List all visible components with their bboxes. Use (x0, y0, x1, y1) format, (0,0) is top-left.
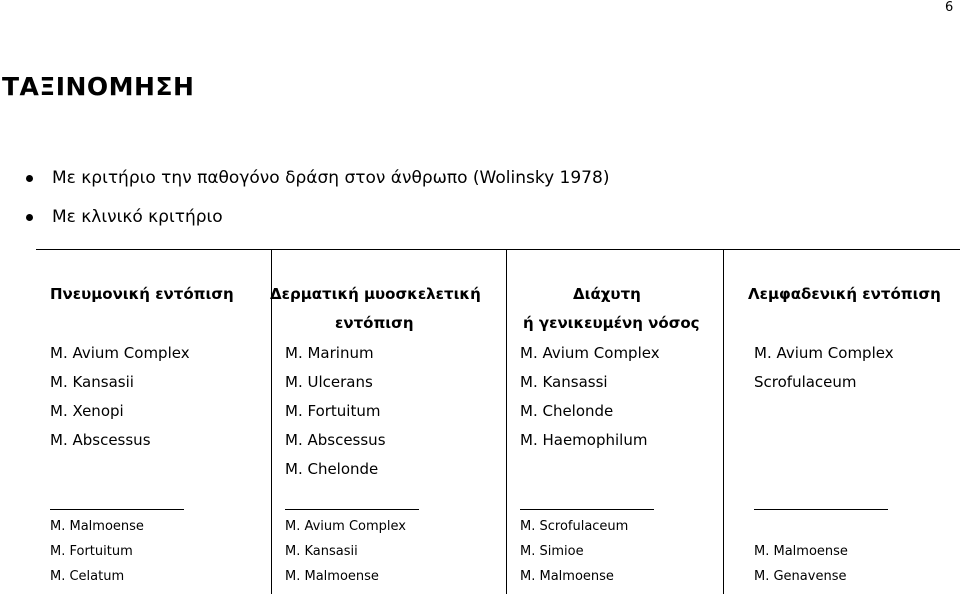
table-cell: M. Kansasii (50, 373, 134, 391)
table-cell: Scrofulaceum (754, 373, 857, 391)
section-separator (50, 509, 184, 510)
list-item-text: Με κριτήριο την παθογόνο δράση στον άνθρωπο (Wolinsky 1978) (52, 168, 610, 188)
section-separator (754, 509, 888, 510)
table-cell: M. Abscessus (285, 431, 386, 449)
table-cell: M. Malmoense (285, 569, 379, 584)
column-header-line2: ή γενικευμένη νόσος (523, 314, 700, 332)
bullet-icon (26, 175, 33, 182)
column-header-line2: εντόπιση (335, 314, 414, 332)
table-cell: M. Avium Complex (520, 344, 660, 362)
page-number: 6 (945, 0, 954, 15)
table-cell: M. Ulcerans (285, 373, 373, 391)
table-cell: M. Chelonde (285, 460, 379, 478)
table-cell: M. Fortuitum (285, 402, 381, 420)
column-divider (723, 249, 724, 594)
column-divider (506, 249, 507, 594)
classification-table (36, 249, 960, 594)
table-cell: M. Xenopi (50, 402, 124, 420)
table-cell: M. Avium Complex (50, 344, 190, 362)
table-cell: M. Kansasii (285, 544, 358, 559)
list-item-text: Με κλινικό κριτήριο (52, 207, 223, 227)
page-title: ΤΑΞΙΝΟΜΗΣΗ (2, 72, 195, 101)
table-cell: M. Scrofulaceum (520, 519, 629, 534)
table-cell: M. Malmoense (520, 569, 614, 584)
section-separator (520, 509, 654, 510)
table-cell: M. Marinum (285, 344, 374, 362)
column-header: Λεμφαδενική εντόπιση (748, 285, 941, 303)
table-cell: M. Abscessus (50, 431, 151, 449)
table-cell: M. Celatum (50, 569, 125, 584)
table-cell: M. Genavense (754, 569, 847, 584)
criteria-list (26, 168, 609, 246)
column-header: Πνευμονική εντόπιση (50, 285, 234, 303)
table-cell: M. Chelonde (520, 402, 614, 420)
table-cell: M. Malmoense (50, 519, 144, 534)
bullet-icon (26, 214, 33, 221)
table-cell: M. Avium Complex (285, 519, 406, 534)
table-top-border (36, 249, 960, 250)
table-cell: M. Avium Complex (754, 344, 894, 362)
list-item (26, 207, 609, 246)
section-separator (285, 509, 419, 510)
list-item (26, 168, 609, 207)
table-cell: M. Malmoense (754, 544, 848, 559)
table-cell: M. Kansassi (520, 373, 608, 391)
column-header: Δερματική μυοσκελετική (270, 285, 481, 303)
table-cell: M. Simioe (520, 544, 584, 559)
table-cell: M. Haemophilum (520, 431, 648, 449)
table-cell: M. Fortuitum (50, 544, 133, 559)
column-header: Διάχυτη (573, 285, 641, 303)
